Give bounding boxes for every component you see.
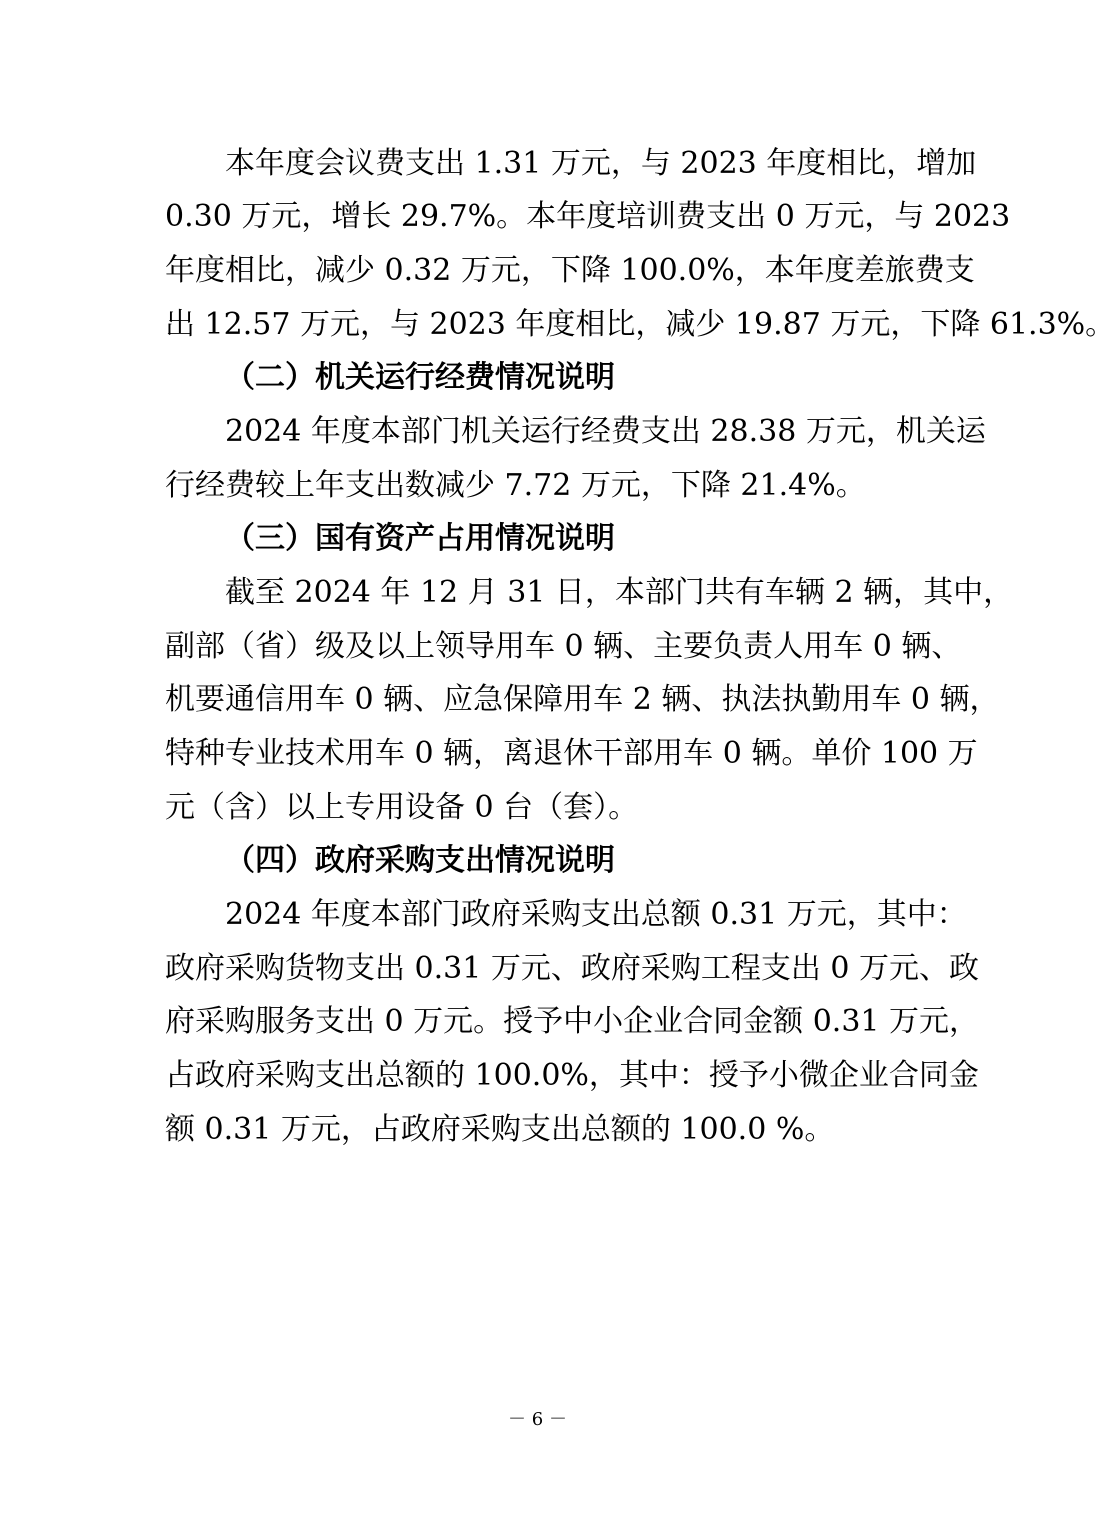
paragraph-line: 特种专业技术用车 0 辆，离退休干部用车 0 辆。单价 100 万 <box>165 736 978 771</box>
section-heading-state-assets: （三）国有资产占用情况说明 <box>225 521 615 556</box>
paragraph-line: 2024 年度本部门政府采购支出总额 0.31 万元，其中： <box>225 897 967 932</box>
paragraph-line: 2024 年度本部门机关运行经费支出 28.38 万元，机关运 <box>225 414 986 449</box>
paragraph-line: 行经费较上年支出数减少 7.72 万元，下降 21.4%。 <box>165 468 866 503</box>
paragraph-line: 政府采购货物支出 0.31 万元、政府采购工程支出 0 万元、政 <box>165 951 980 986</box>
paragraph-line: 年度相比，减少 0.32 万元，下降 100.0%，本年度差旅费支 <box>165 253 975 288</box>
paragraph-line: 占政府采购支出总额的 100.0%，其中：授予小微企业合同金 <box>165 1058 979 1093</box>
paragraph-line: 本年度会议费支出 1.31 万元，与 2023 年度相比，增加 <box>225 146 977 181</box>
paragraph-line: 元（含）以上专用设备 0 台（套）。 <box>165 790 639 825</box>
page-number: － 6 － <box>508 1409 567 1430</box>
paragraph-line: 副部（省）级及以上领导用车 0 辆、主要负责人用车 0 辆、 <box>165 629 962 664</box>
paragraph-line: 出 12.57 万元，与 2023 年度相比，减少 19.87 万元，下降 61.3%。 <box>165 307 1115 342</box>
paragraph-line: 0.30 万元，增长 29.7%。本年度培训费支出 0 万元，与 2023 <box>165 199 1011 234</box>
paragraph-line: 截至 2024 年 12 月 31 日，本部门共有车辆 2 辆，其中， <box>225 575 1014 610</box>
paragraph-line: 府采购服务支出 0 万元。授予中小企业合同金额 0.31 万元， <box>165 1004 980 1039</box>
section-heading-government-procurement: （四）政府采购支出情况说明 <box>225 843 615 878</box>
section-heading-operating-expenses: （二）机关运行经费情况说明 <box>225 360 615 395</box>
paragraph-line: 机要通信用车 0 辆、应急保障用车 2 辆、执法执勤用车 0 辆， <box>165 682 1000 717</box>
paragraph-line: 额 0.31 万元，占政府采购支出总额的 100.0 %。 <box>165 1112 835 1147</box>
